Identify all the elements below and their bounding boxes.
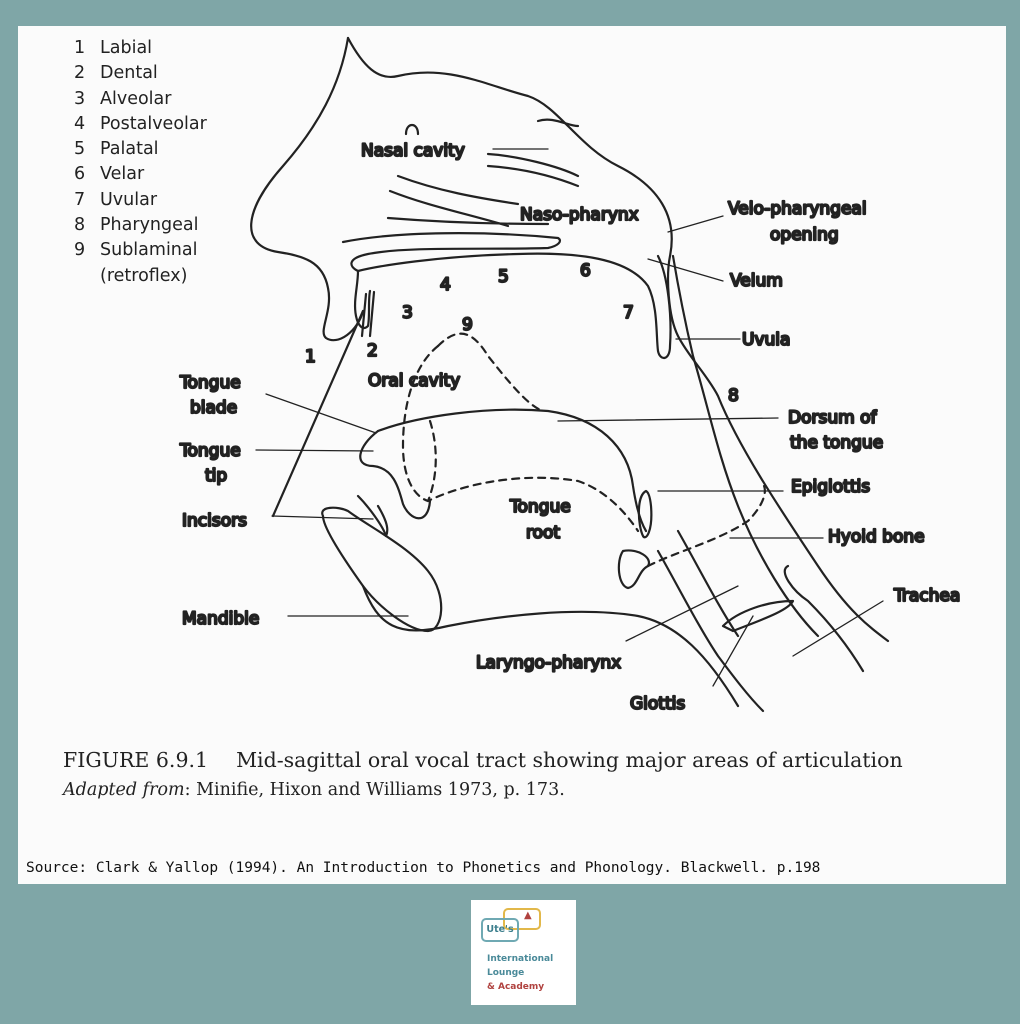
- legend-item: 4 Postalveolar: [74, 113, 207, 134]
- graduation-cap-icon: ▲: [524, 910, 532, 921]
- legend-item: 6 Velar: [74, 164, 145, 185]
- logo-line-3: & Academy: [487, 982, 545, 992]
- logo-bubble: Ute's: [481, 918, 519, 942]
- label-glottis: Glottis: [630, 694, 686, 714]
- legend-item: 2 Dental: [74, 63, 158, 84]
- label-epiglottis: Epiglottis: [791, 477, 871, 497]
- label-hyoid-bone: Hyoid bone: [828, 527, 925, 547]
- nasal-turbinate: [538, 120, 578, 126]
- chin-line: [363, 586, 738, 706]
- nasal-turbinate: [488, 166, 578, 186]
- label-dorsum-1: Dorsum of: [788, 408, 877, 428]
- nose-outline: [251, 38, 363, 340]
- trachea-shape: [785, 566, 863, 671]
- figure-caption: [63, 748, 1003, 800]
- label-opening: opening: [770, 225, 839, 245]
- label-laryngo-pharynx: Laryngo-pharynx: [476, 653, 622, 673]
- legend-item: 5 Palatal: [74, 139, 159, 160]
- hyoid: [619, 550, 649, 588]
- label-mandible: Mandible: [182, 609, 260, 629]
- label-velum: Velum: [730, 271, 783, 291]
- tongue-tip: [360, 431, 430, 518]
- place-number-6: 6: [580, 261, 591, 281]
- label-nasal-cavity: Nasal cavity: [361, 141, 465, 161]
- label-velo-pharyngeal: Velo-pharyngeal: [728, 199, 867, 219]
- nasal-turbinate: [406, 125, 418, 134]
- label-dorsum-2: the tongue: [790, 433, 884, 453]
- lower-incisor: [358, 496, 387, 536]
- legend-item: (retroflex): [100, 265, 188, 286]
- adapted-label: Adapted from: [63, 780, 185, 800]
- label-tongue-tip-1: Tongue: [180, 441, 241, 461]
- academy-logo: [471, 900, 576, 1005]
- figure-panel: [18, 26, 1006, 884]
- place-number-7: 7: [623, 303, 634, 323]
- place-number-9: 9: [462, 315, 473, 335]
- place-number-4: 4: [440, 275, 451, 295]
- label-uvula: Uvula: [742, 330, 791, 350]
- label-tongue-root-1: Tongue: [510, 497, 571, 517]
- label-trachea: Trachea: [894, 586, 961, 606]
- logo-line-1: International: [487, 954, 554, 964]
- source-note: Source: Clark & Yallop (1994). An Introduction to Phonetics and Phonology. Blackwell. p.198: [26, 860, 821, 876]
- label-oral-cavity: Oral cavity: [368, 371, 461, 391]
- logo-line-2: Lounge: [487, 968, 525, 978]
- place-number-8: 8: [728, 386, 739, 406]
- label-tongue-tip-2: tip: [205, 466, 228, 486]
- skull-outline: [348, 38, 888, 641]
- vocal-folds: [723, 601, 793, 631]
- legend-item: 9 Sublaminal: [74, 240, 198, 261]
- figure-title: Mid-sagittal oral vocal tract showing major areas of articulation: [236, 748, 903, 772]
- caption-citation: [63, 780, 1003, 800]
- tongue-rest-dashed: [403, 346, 438, 501]
- place-number-3: 3: [402, 303, 413, 323]
- label-tongue-blade-2: blade: [190, 398, 238, 418]
- place-number-2: 2: [367, 341, 378, 361]
- face-front: [273, 311, 363, 516]
- legend-item: 8 Pharyngeal: [74, 215, 199, 236]
- place-number-1: 1: [305, 347, 316, 367]
- legend-item: 7 Uvular: [74, 189, 158, 210]
- label-incisors: Incisors: [182, 511, 247, 531]
- label-naso-pharynx: Naso-pharynx: [520, 205, 639, 225]
- adapted-text: : Minifie, Hixon and Williams 1973, p. 173.: [184, 780, 565, 800]
- label-tongue-root-2: root: [526, 523, 561, 543]
- legend-item: 3 Alveolar: [74, 88, 172, 109]
- articulation-legend: [74, 36, 207, 289]
- caption-title: [63, 748, 1003, 772]
- place-number-5: 5: [498, 267, 509, 287]
- label-tongue-blade-1: Tongue: [180, 373, 241, 393]
- hard-palate: [343, 233, 560, 271]
- hyoid-dashed: [648, 484, 765, 566]
- figure-number: FIGURE 6.9.1: [63, 748, 209, 772]
- legend-item: 1 Labial: [74, 38, 153, 58]
